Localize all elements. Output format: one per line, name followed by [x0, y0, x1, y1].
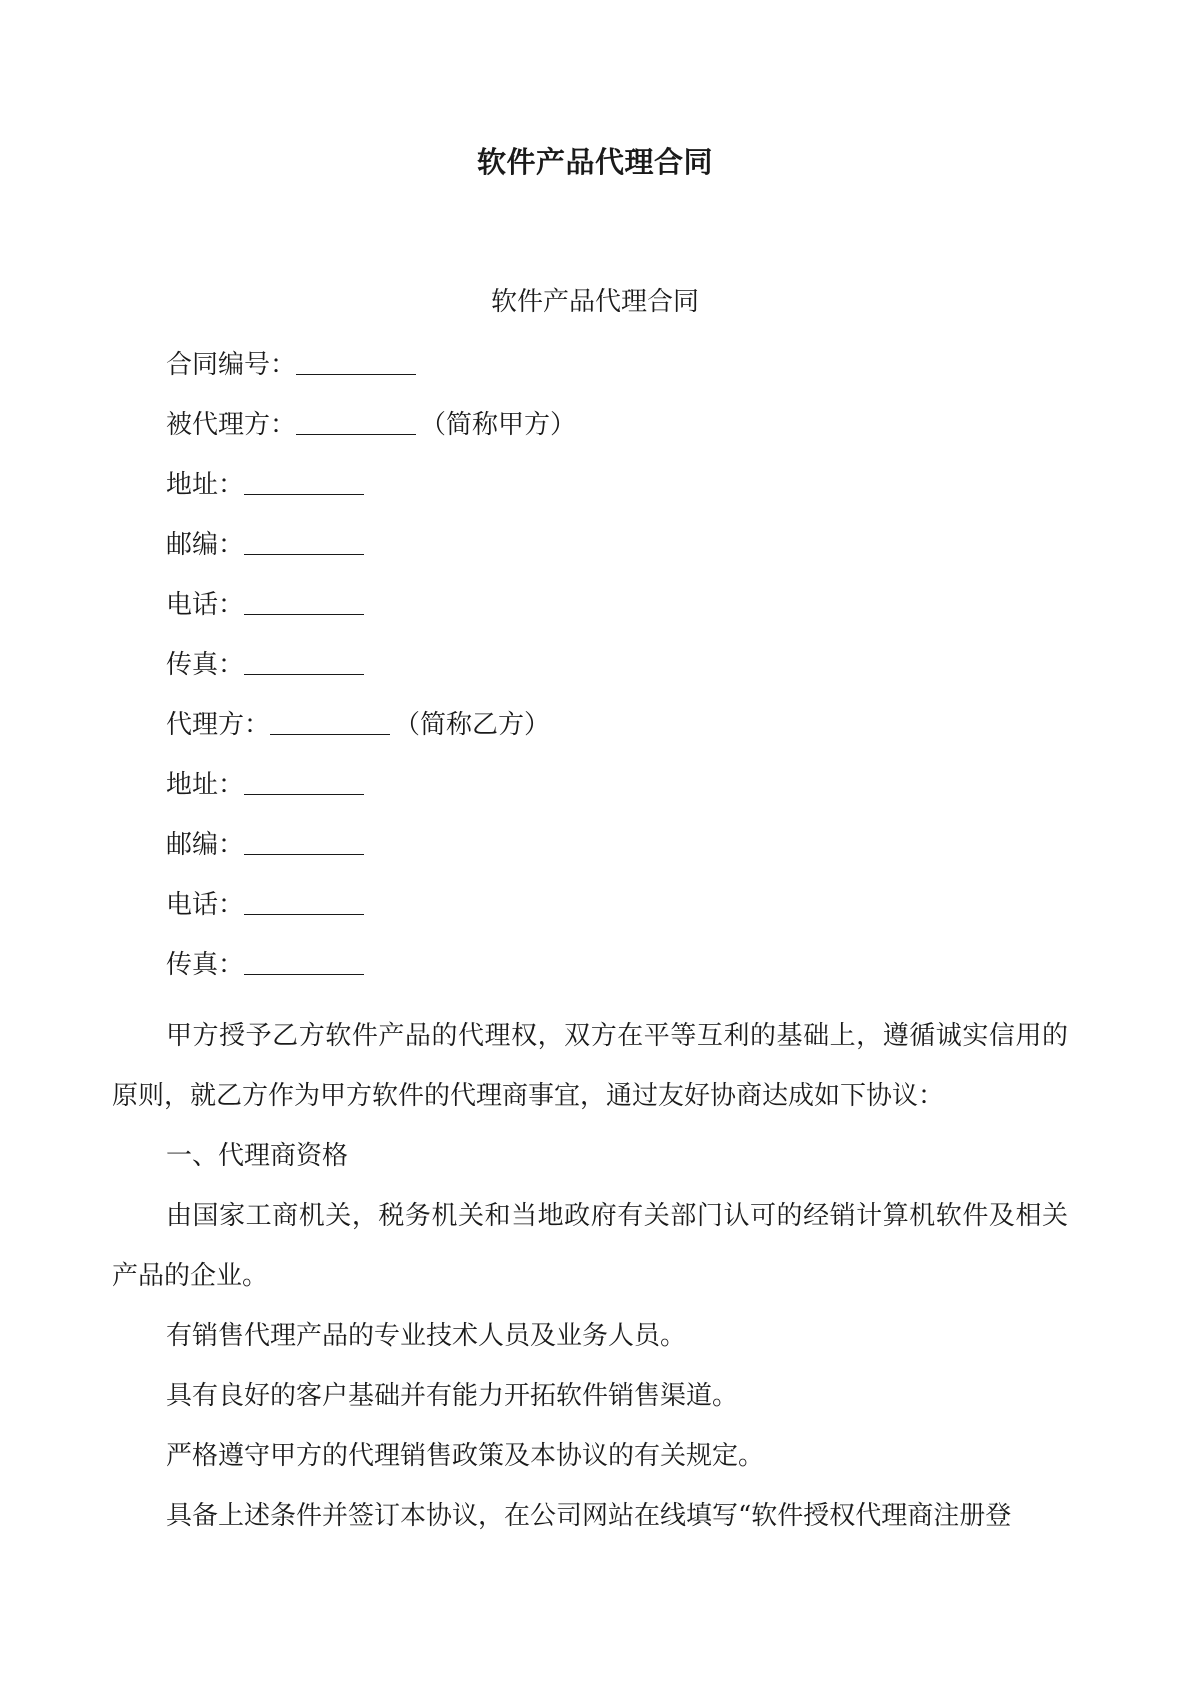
- field-note: （简称甲方）: [420, 410, 577, 440]
- field-principal-party: [166, 405, 576, 465]
- field-postcode-b: [166, 825, 576, 885]
- field-label: 代理方：: [166, 710, 271, 740]
- field-label: 传真：: [166, 650, 245, 680]
- document-title: 软件产品代理合同: [476, 145, 713, 179]
- field-label: 邮编：: [166, 530, 245, 560]
- intro-paragraph: 甲方授予乙方软件产品的代理权，双方在平等互利的基础上，遵循诚实信用的原则，就乙方作为甲方软件的代理商事宜，通过友好协商达成如下协议：: [112, 1021, 1068, 1111]
- field-label: 传真：: [166, 950, 245, 980]
- fill-in-blank[interactable]: [244, 526, 364, 555]
- body-paragraph: 具备上述条件并签订本协议，在公司网站在线填写“软件授权代理商注册登: [166, 1501, 1012, 1531]
- fill-in-blank[interactable]: [244, 466, 364, 495]
- fill-in-blank[interactable]: [244, 586, 364, 615]
- fill-in-blank[interactable]: [296, 346, 416, 375]
- field-label: 被代理方：: [166, 410, 297, 440]
- body-paragraph: 由国家工商机关，税务机关和当地政府有关部门认可的经销计算机软件及相关产品的企业。: [112, 1201, 1068, 1291]
- fill-in-blank[interactable]: [244, 646, 364, 675]
- field-note: （简称乙方）: [394, 710, 551, 740]
- field-label: 合同编号：: [166, 350, 297, 380]
- field-fax-b: [166, 945, 576, 1005]
- contract-fields: [166, 345, 576, 1005]
- field-label: 电话：: [166, 890, 245, 920]
- body-paragraph: 具有良好的客户基础并有能力开拓软件销售渠道。: [166, 1381, 739, 1411]
- section-heading: 一、代理商资格: [166, 1141, 349, 1171]
- fill-in-blank[interactable]: [244, 826, 364, 855]
- field-fax-a: [166, 645, 576, 705]
- fill-in-blank[interactable]: [296, 406, 416, 435]
- document-subtitle: 软件产品代理合同: [490, 287, 699, 317]
- field-agent-party: [166, 705, 576, 765]
- field-phone-b: [166, 885, 576, 945]
- contract-body: [112, 1006, 1068, 1546]
- field-label: 电话：: [166, 590, 245, 620]
- field-label: 地址：: [166, 770, 245, 800]
- field-contract-number: [166, 345, 576, 405]
- field-address-b: [166, 765, 576, 825]
- field-label: 地址：: [166, 470, 245, 500]
- fill-in-blank[interactable]: [244, 766, 364, 795]
- field-phone-a: [166, 585, 576, 645]
- body-paragraph: 有销售代理产品的专业技术人员及业务人员。: [166, 1321, 687, 1351]
- body-paragraph: 严格遵守甲方的代理销售政策及本协议的有关规定。: [166, 1441, 765, 1471]
- field-address-a: [166, 465, 576, 525]
- fill-in-blank[interactable]: [270, 706, 390, 735]
- fill-in-blank[interactable]: [244, 946, 364, 975]
- field-label: 邮编：: [166, 830, 245, 860]
- fill-in-blank[interactable]: [244, 886, 364, 915]
- field-postcode-a: [166, 525, 576, 585]
